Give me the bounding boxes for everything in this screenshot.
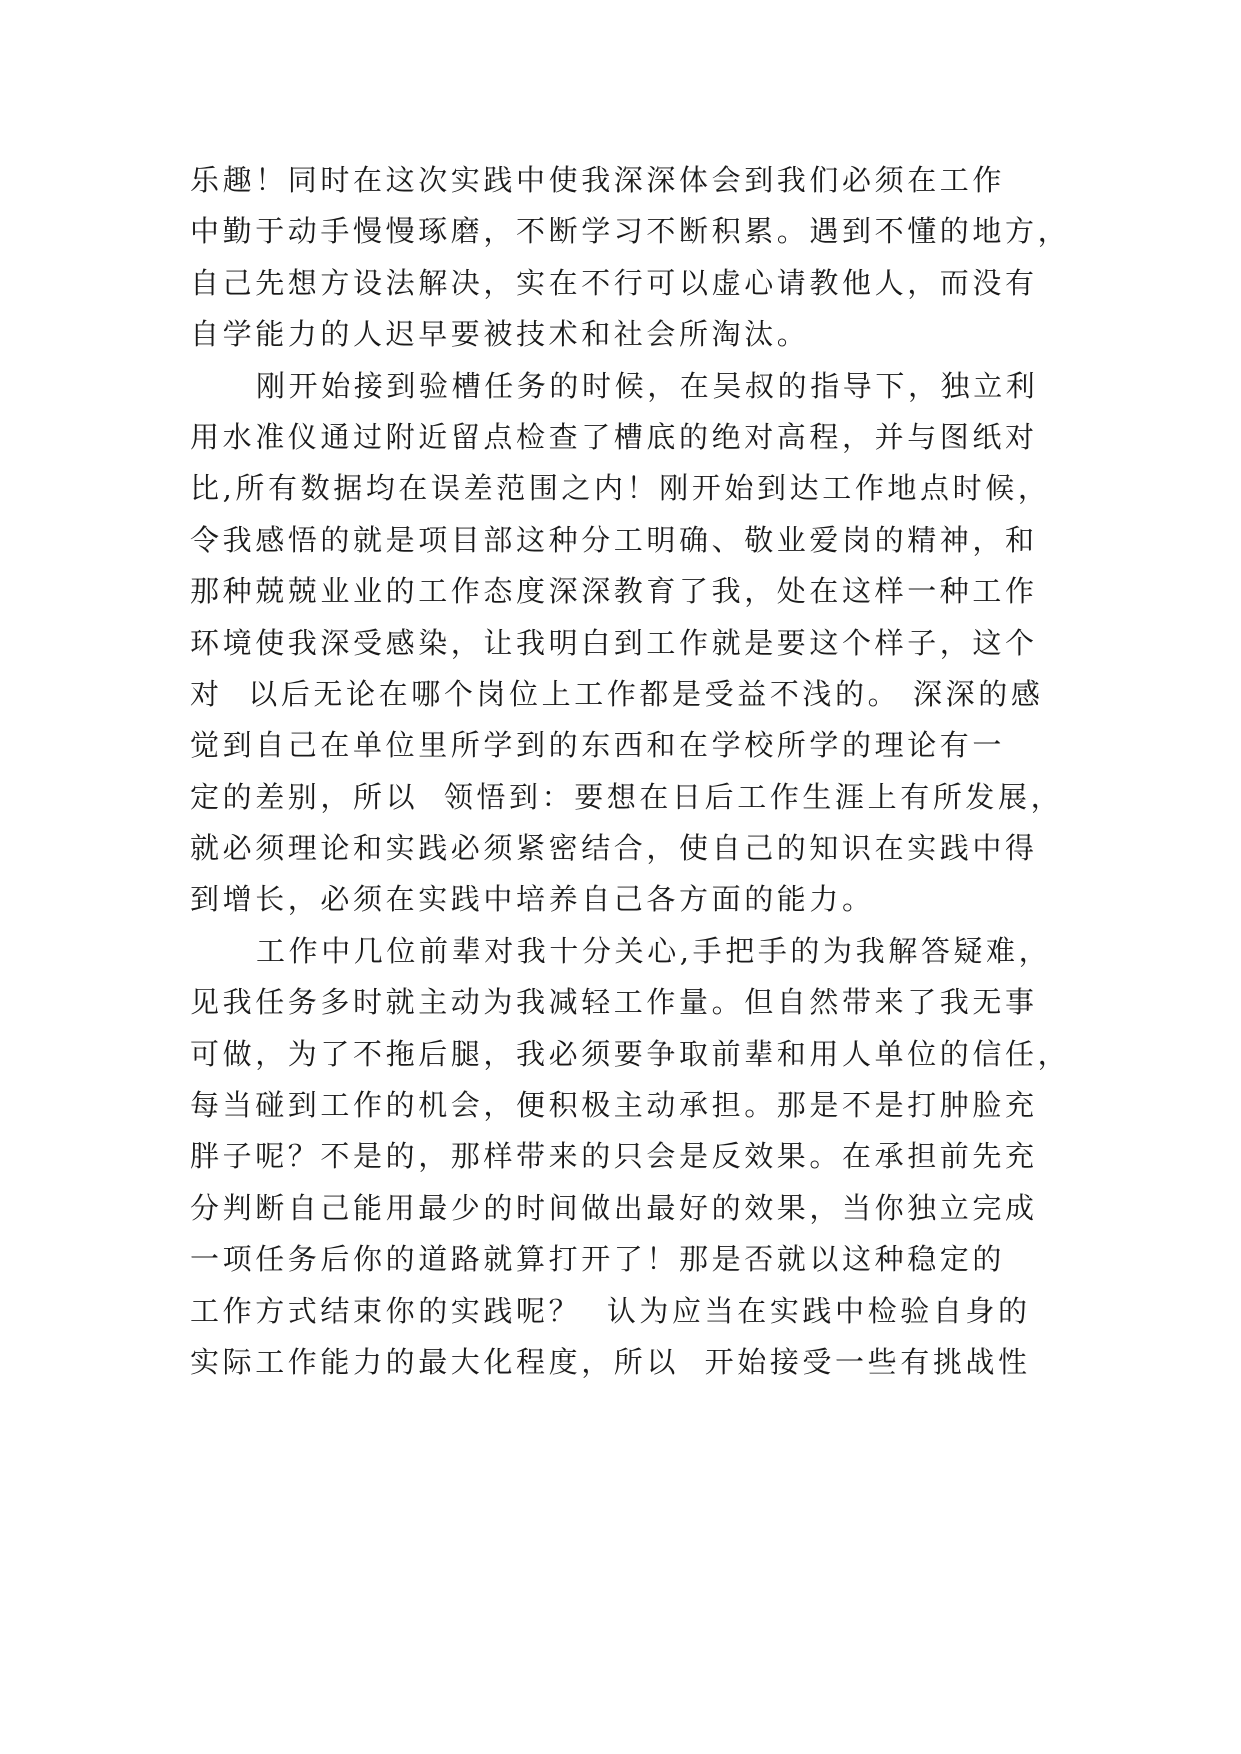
text-line: 实际工作能力的最大化程度，所以 开始接受一些有挑战性 (190, 1344, 1031, 1379)
text-line: 每当碰到工作的机会，便积极主动承担。那是不是打肿脸充 (190, 1088, 1038, 1123)
text-line: 比,所有数据均在误差范围之内！刚开始到达工作地点时候， (190, 471, 1051, 506)
text-line: 用水准仪通过附近留点检查了槽底的绝对高程，并与图纸对 (190, 419, 1038, 454)
text-line: 乐趣！同时在这次实践中使我深深体会到我们必须在工作 (190, 163, 1006, 197)
text-line: 一项任务后你的道路就算打开了！那是否就以这种稳定的 (190, 1242, 1006, 1277)
text-line: 那种兢兢业业的工作态度深深教育了我，处在这样一种工作 (190, 574, 1038, 609)
text-line: 定的差别，所以 领悟到：要想在日后工作生涯上有所发展， (190, 779, 1064, 814)
text-line: 令我感悟的就是项目部这种分工明确、敬业爱岗的精神，和 (190, 522, 1038, 557)
text-line: 自己先想方设法解决，实在不行可以虚心请教他人，而没有 (190, 265, 1038, 300)
text-line: 到增长，必须在实践中培养自己各方面的能力。 (190, 882, 875, 917)
text-line: 工作方式结束你的实践呢？ 认为应当在实践中检验自身的 (190, 1293, 1031, 1328)
text-line: 自学能力的人迟早要被技术和社会所淘汰。 (190, 317, 810, 352)
text-line: 对 以后无论在哪个岗位上工作都是受益不浅的。 深深的感 (190, 676, 1044, 711)
paragraph-first-line: 刚开始接到验槽任务的时候，在吴叔的指导下，独立利 (256, 368, 1039, 403)
text-line: 就必须理论和实践必须紧密结合，使自己的知识在实践中得 (190, 831, 1038, 866)
text-line: 分判断自己能用最少的时间做出最好的效果，当你独立完成 (190, 1190, 1038, 1225)
text-line: 觉到自己在单位里所学到的东西和在学校所学的理论有一 (190, 728, 1006, 763)
text-line: 见我任务多时就主动为我减轻工作量。但自然带来了我无事 (190, 985, 1038, 1020)
body-text (190, 155, 1071, 1388)
text-line: 中勤于动手慢慢琢磨，不断学习不断积累。遇到不懂的地方， (190, 214, 1071, 249)
text-line: 胖子呢？不是的，那样带来的只会是反效果。在承担前先充 (190, 1139, 1038, 1174)
text-line: 环境使我深受感染，让我明白到工作就是要这个样子，这个 (190, 625, 1038, 660)
paragraph-first-line: 工作中几位前辈对我十分关心,手把手的为我解答疑难， (256, 933, 1052, 968)
text-line: 可做，为了不拖后腿，我必须要争取前辈和用人单位的信任， (190, 1036, 1071, 1071)
